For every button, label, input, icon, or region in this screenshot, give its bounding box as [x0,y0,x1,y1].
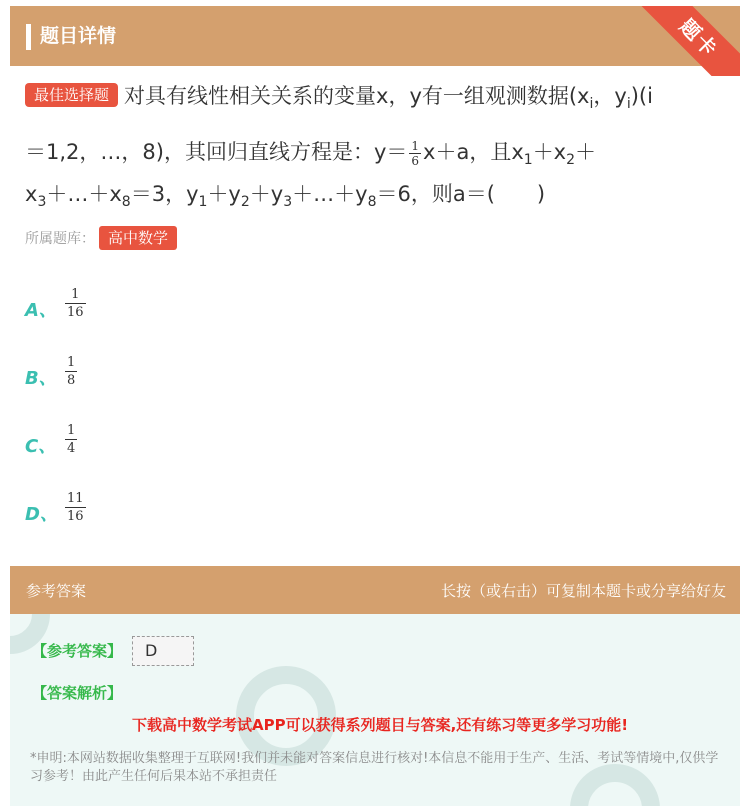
question-line-2: ＝1,2，…，8)，其回归直线方程是：y＝ $\frac{1}{6}$ x＋a，且$x_1+x_2+$ [25,138,597,168]
answer-panel [10,614,740,806]
detail-header [10,6,740,66]
option-fraction: $\frac{1}{4}$ [67,423,76,456]
analysis-label: 【答案解析】 [32,684,123,702]
answer-header [10,566,740,614]
option-letter: C、 [25,436,57,457]
reference-answer-label: 【参考答案】 [32,642,123,660]
answer-header-title: 参考答案 [26,582,87,600]
reference-answer-image: D [132,636,194,666]
option-fraction: $\frac{11}{16}$ [67,491,84,524]
question-type-badge: 最佳选择题 [25,83,118,107]
question-source [25,226,177,251]
page-title: 题目详情 [40,25,117,47]
app-download-promo[interactable]: 下载高中数学考试APP可以获得系列题目与答案,还有练习等更多学习功能! [132,716,629,734]
question-line-3: $x_3+\dots+x_8=3$，$y_1+y_2+y_3+\dots+y_8=6$，则a＝( ) [25,182,546,210]
share-hint: 长按（或右击）可复制本题卡或分享给好友 [440,582,726,600]
corner-ribbon [640,6,740,76]
fraction: $\frac{1}{6}$ [411,138,420,168]
question-line-1: 最佳选择题 对具有线性相关关系的变量x，y有一组观测数据($x_i$，$y_i)(i$ [25,76,653,116]
source-label: 所属题库： [25,231,95,247]
header-accent-bar [26,24,31,50]
source-tag[interactable]: 高中数学 [99,226,177,250]
option-letter: B、 [25,368,57,389]
disclaimer: *申明:本网站数据收集整理于互联网!我们并未能对答案信息进行核对!本信息不能用于生产、生活、考试等情境中,仅供学习参考！由此产生任何后果本站不承担责任 [30,751,719,784]
option-letter: A、 [25,300,57,321]
corner-ribbon-label: 题卡 [640,6,740,76]
option-letter: D、 [25,504,58,525]
option-fraction: $\frac{1}{8}$ [67,355,76,388]
option-fraction: $\frac{1}{16}$ [67,287,84,320]
